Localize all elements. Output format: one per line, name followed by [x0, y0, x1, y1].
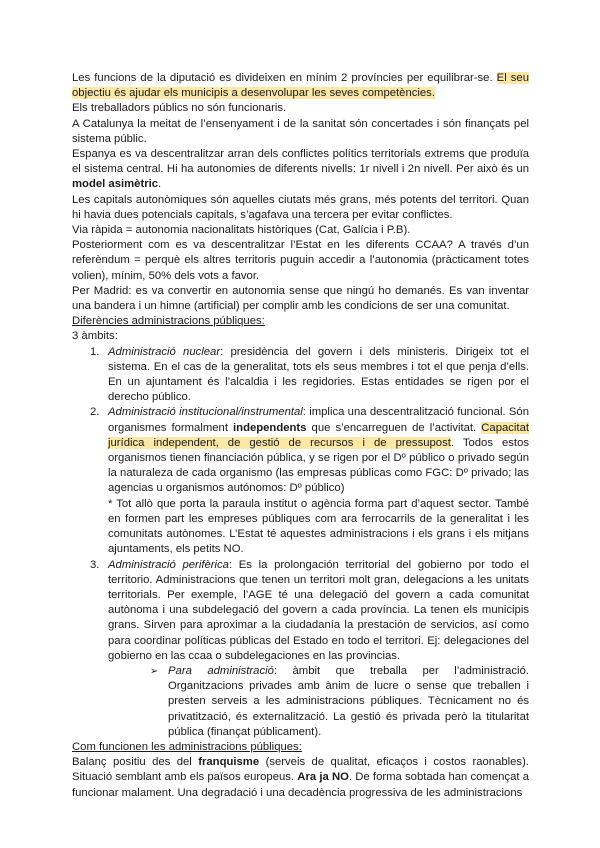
list-item-note: * Tot allò que porta la paraula institut o agència forma part d’aquest sector. També en formen part les empreses públiques com ara ferrocarrils de la generalitat i les comunitats autònomes. L’Estat té aquestes administracions i els grans i els mitjans ajuntaments, els petits NO. — [108, 497, 529, 556]
paragraph-madrid: Per Madrid: es va convertir en autonomia sense que ningú ho demanés. Es van inventar una bandera i un himne (artificial) per complir amb les condicions de ser una comunitat. — [72, 284, 529, 313]
highlighted-text: Capacitat jurídica independent, de gestió de recursos i de pressupost — [108, 421, 529, 449]
paragraph-via-rapida: Via ràpida = autonomia nacionalitats històriques (Cat, Galícia i P.B). — [72, 224, 411, 237]
paragraph-espanya: Espanya es va descentralitzar arran dels conflictes polítics territorials extrems que produïa el sistema central. Hi ha autonomies de diferents nivells: 1r nivell i 2n nivell. Per això és un model asimètric. — [72, 148, 529, 191]
item-title: Administració perifèrica — [108, 558, 229, 571]
paragraph-diputacio: Les funcions de la diputació es divideixen en mínim 2 províncies per equilibrar-se. El seu objectiu és ajudar els municipis a desenvolupar les seves competències. — [72, 72, 530, 100]
section-heading-diferencies: Diferències administracions públiques: — [72, 315, 265, 328]
bold-text: franquisme — [198, 756, 260, 769]
paragraph-ambits: 3 àmbits: — [72, 330, 118, 343]
item-title: Para administració — [168, 664, 274, 677]
list-number: 2. — [90, 406, 100, 419]
item-title: Administració nuclear — [108, 345, 221, 358]
list-number: 3. — [90, 558, 100, 571]
paragraph-capitals: Les capitals autonòmiques són aquelles ciutats més grans, més potents del territori. Quan hi havia dues potencials capitals, s’agafava una tercera per evitar conflictes. — [72, 193, 529, 221]
list-item-nuclear: 1. Administració nuclear: presidència del govern i dels ministeris. Dirigeix tot el sistema. En el cas de la generalitat, tots els seus membres i tot el que penja d’ells. En un ajuntament és l’alcaldia i les regidories. Estas entidades se rigen por el derecho público. — [90, 345, 529, 404]
paragraph-treballadors: Els treballadors públics no són funcionaris. — [72, 102, 287, 115]
paragraph-catalunya: A Catalunya la meitat de l’ensenyament i de la sanitat són concertades i són finançats pel sistema públic. — [72, 117, 529, 145]
bold-text: Ara ja NO — [297, 771, 349, 784]
list-item-institucional: 2. Administració institucional/instrumental: implica una descentralització funcional. Són organismes formalment independents que s’encarreguen de l’activitat. Capacitat jurídica independent, de gestió de recursos i de pressupost. Todos estos organismos tienen financiación pública, y se rigen por el Dº público o privado según la naturaleza de cada organismo (las empresas públicas como FGC: Dº privado; las agencias u organismos autónomos: Dº público) — [90, 406, 530, 495]
list-number: 1. — [90, 345, 100, 358]
list-item-periferica: 3. Administració perifèrica: Es la prolongación territorial del gobierno por todo el territorio. Administracions que tenen un territori molt gran, delegacions a les unitats territorials. Per exemple, l’AGE té una delegació del govern a cada comunitat autònoma i una subdelegació del govern a cada província. La tenen els municipis grans. Sirven para aproximar a la ciudadanía la prestación de servicios, así como para coordinar políticas públicas del Estado en todo el territori. Ej: delegaciones del gobierno en las ccaa o subdelegaciones en las provincias. — [90, 558, 529, 662]
sub-item-para-administracio: ➢ Para administració: àmbit que treballa per l’administració. Organitzacions privades amb ànim de lucre o sense que treballen i presten serveis a les administracions públiques. Tècnicament no és privatització, és externalització. La gestió és privada però la titularitat pública (finançat públicament). — [150, 664, 529, 738]
paragraph-referendum: Posteriorment com es va descentralitzar l’Estat en les diferents CCAA? A través d’un referèndum = perquè els altres territoris puguin accedir a l’autonomia (pràcticament totes volien), mínim, 50% dels vots a favor. — [72, 239, 529, 282]
document-body — [72, 71, 529, 801]
section-heading-funcionen: Com funcionen les administracions públiques: — [72, 740, 302, 753]
highlighted-text: El seu objectiu és ajudar els municipis a desenvolupar les seves competències. — [72, 72, 530, 100]
arrow-bullet-icon: ➢ — [150, 665, 159, 677]
item-title: Administració institucional/instrumental — [108, 406, 303, 419]
bold-text: independents — [233, 421, 307, 434]
bold-text: model asimètric — [72, 178, 159, 191]
paragraph-balanc: Balanç positiu des del franquisme (serveis de qualitat, eficaços i costos raonables). Situació semblant amb els països europeus. Ara ja NO. De forma sobtada han començat a funcionar malament. Una degradació i una decadència progressiva de les administracions — [72, 756, 529, 799]
